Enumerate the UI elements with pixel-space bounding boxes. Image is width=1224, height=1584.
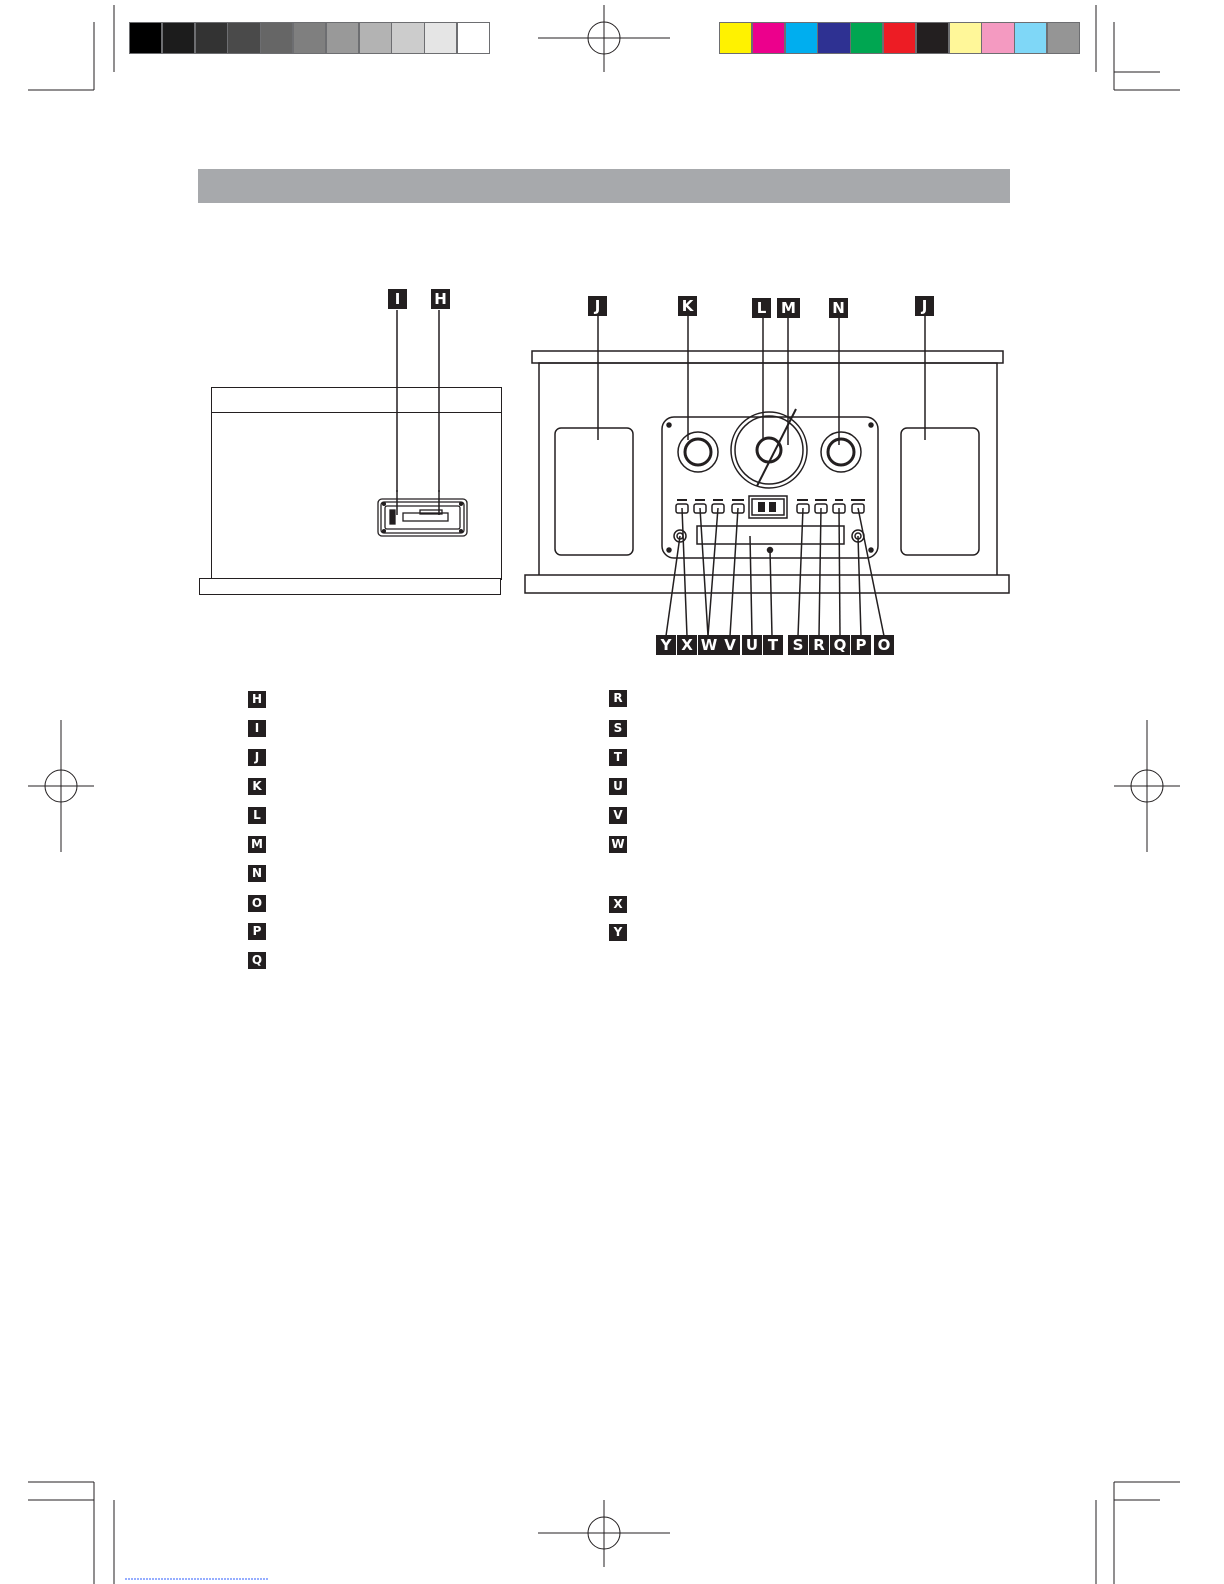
speaker-right [901, 428, 979, 555]
label-front-N: N [829, 298, 848, 318]
crop-mark-icon [28, 1482, 114, 1584]
registration-target-icon [28, 720, 94, 852]
legend-label-Y: Y [609, 924, 627, 941]
legend-label-W: W [609, 836, 627, 853]
label-front-R: R [809, 635, 829, 655]
legend-label-P: P [248, 923, 266, 940]
legend-label-J: J [248, 749, 266, 766]
legend-label-O: O [248, 895, 266, 912]
legend-label-T: T [609, 749, 627, 766]
registration-target-icon [538, 5, 670, 72]
label-front-P: P [851, 635, 871, 655]
crop-mark-icon [1096, 1482, 1180, 1584]
label-side-H: H [431, 289, 450, 309]
label-front-S: S [788, 635, 808, 655]
label-front-W: W [698, 635, 720, 655]
legend-label-M: M [248, 836, 266, 853]
legend-label-X: X [609, 896, 627, 913]
side-leader-lines [380, 300, 460, 500]
legend-label-V: V [609, 807, 627, 824]
legend-label-N: N [248, 865, 266, 882]
label-front-O: O [874, 635, 894, 655]
legend-label-Q: Q [248, 952, 266, 969]
side-view-base [199, 578, 501, 595]
registration-target-icon [1114, 720, 1180, 852]
crop-mark-icon [1096, 5, 1180, 90]
label-front-V: V [720, 635, 740, 655]
front-base [525, 575, 1009, 593]
label-front-Y: Y [656, 635, 676, 655]
legend-label-H: H [248, 691, 266, 708]
label-front-J-left: J [588, 296, 607, 316]
registration-target-icon [538, 1500, 670, 1567]
speaker-left [555, 428, 633, 555]
legend-label-S: S [609, 720, 627, 737]
cd-slot [697, 526, 844, 544]
legend-label-U: U [609, 778, 627, 795]
legend-label-R: R [609, 690, 627, 707]
legend-label-K: K [248, 778, 266, 795]
label-front-X: X [677, 635, 697, 655]
label-front-L: L [752, 298, 771, 318]
section-title-bar [198, 169, 1010, 203]
label-front-M: M [777, 298, 800, 318]
tuning-dial [731, 412, 807, 488]
front-lid [532, 351, 1003, 363]
front-view-drawing [520, 300, 1020, 670]
legend-label-L: L [248, 807, 266, 824]
label-front-K: K [678, 296, 697, 316]
legend-label-I: I [248, 720, 266, 737]
label-front-J-right: J [915, 296, 934, 316]
crop-mark-icon [28, 5, 114, 90]
label-front-Q: Q [830, 635, 850, 655]
label-front-U: U [742, 635, 762, 655]
label-front-T: T [763, 635, 783, 655]
label-side-I: I [388, 289, 407, 309]
